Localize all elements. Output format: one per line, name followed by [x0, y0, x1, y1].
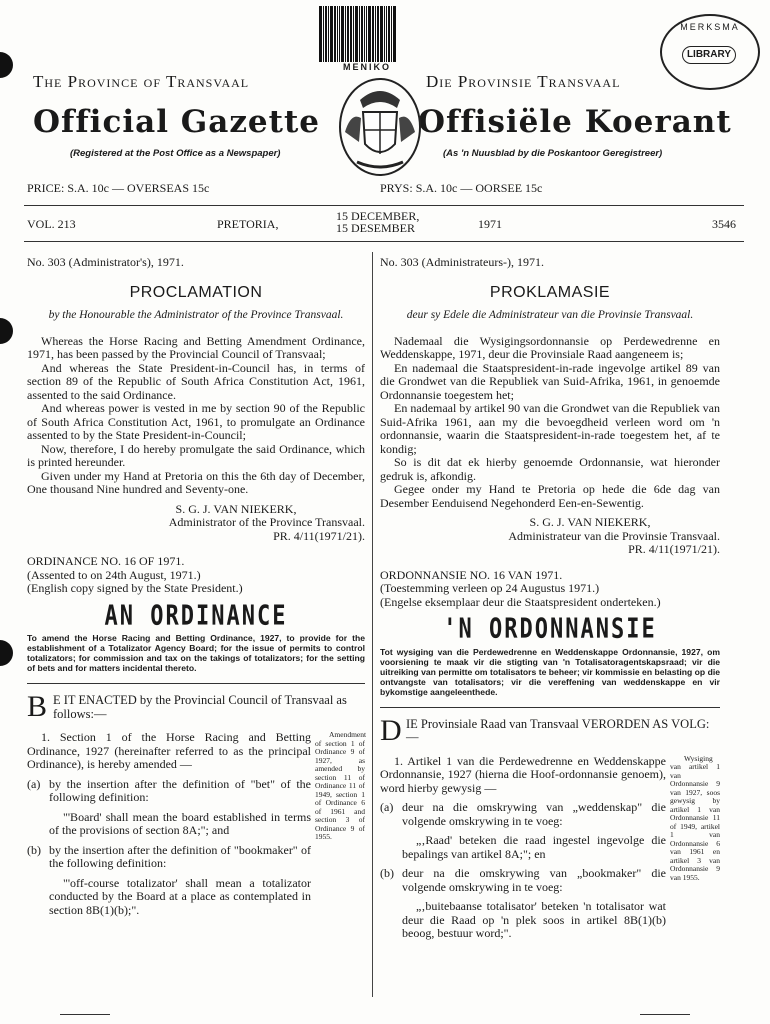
barcode-bar	[372, 6, 374, 62]
proclamation-heading: PROCLAMATION	[129, 283, 263, 301]
province-title-af: Die Provinsie Transvaal	[426, 72, 621, 91]
barcode-bar	[347, 6, 349, 62]
barcode-bar	[345, 6, 346, 62]
definition: "'Board' shall mean the board established in terms of the provisions of section 8A;"; and	[49, 809, 311, 837]
paragraph-label: (b)	[27, 842, 41, 857]
stamp-label: LIBRARY	[682, 46, 736, 64]
library-stamp	[660, 14, 760, 90]
preamble-paragraph: Whereas the Horse Racing and Betting Amendment Ordinance, 1971, has been passed by the Provincial Council of Transvaal;	[27, 333, 365, 361]
preamble-paragraph: En nademaal by artikel 90 van die Grondwet van die Republiek van Suid-Afrika 1961, aan my die bevoegdheid verleen word om 'n ordonnansie, waarin die Staatspresident-in-rade toegestem het, af te kondig;	[380, 401, 720, 456]
paragraph-label: (b)	[380, 866, 394, 880]
signatory-title: Administrator of the Province Transvaal.	[168, 515, 365, 529]
barcode-bar	[355, 6, 358, 62]
signed-copy-note: (Engelse eksemplaar deur die Staatspresident onderteken.)	[380, 594, 661, 609]
drop-cap: B	[27, 690, 48, 723]
price-en: PRICE: S.A. 10c — OVERSEAS 15c	[27, 181, 210, 195]
afrikaans-column	[380, 256, 720, 941]
margin-note: Wysiging van artikel 1 van Ordonnansie 9 van 1927, soos gewysig by artikel 1 van Ordonnansie 11 of 1949, artikel 1 van Ordonnansie 6 van 1961 en artikel 3 van Ordonnansie 9 van 1955.	[670, 753, 720, 882]
proclamation-byline: by the Honourable the Administrator of the Province Transvaal.	[48, 309, 344, 321]
paragraph-b	[27, 844, 365, 871]
paragraph-b	[380, 867, 720, 894]
english-column	[27, 256, 365, 917]
barcode-bar	[366, 6, 367, 62]
gazette-title-en: Official Gazette	[33, 104, 321, 140]
preamble-paragraph: En nademaal die Staatspresident-in-rade ingevolge artikel 89 van die Grondwet van die Republiek van Suid-Afrika, 1961, in genoemde Ordonnansie toegestem het;	[380, 360, 720, 402]
footer-rule	[60, 1014, 110, 1015]
barcode-bar	[393, 6, 396, 62]
barcode-bar	[368, 6, 371, 62]
barcode-bar	[364, 6, 365, 62]
barcode-bar	[388, 6, 390, 62]
barcode-bar	[384, 6, 385, 62]
paragraph-text: by the insertion after the definition of "bet" of the following definition:	[49, 776, 311, 804]
long-title: Tot wysiging van die Perdewedrenne en Weddenskappe Ordonnansie, 1927, om voorsiening te maak vir die stigting van 'n Totalisatoragentskapsraad; vir die uitreiking van permitte om totalisators te beheer; vir kommissie en belasting op die ontvangste van totalisators; vir die vereffening van weddenskappe en vir bykomstige aangeleenthede.	[380, 646, 720, 697]
gazette-title-af: Offisiële Koerant	[418, 104, 732, 140]
paragraph-a	[380, 801, 720, 828]
barcode-bar	[375, 6, 376, 62]
stamp-ring-text: MERKSMA	[680, 22, 740, 32]
preamble-paragraph: Now, therefore, I do hereby promulgate the said Ordinance, which is printed hereunder.	[27, 441, 365, 469]
preamble-paragraph: So is dit dat ek hierby genoemde Ordonnansie, wat hieronder gedruk is, afkondig.	[380, 455, 720, 483]
preamble-paragraph: Given under my Hand at Pretoria on this the 6th day of December, One thousand Nine hundred and Seventy-one.	[27, 468, 365, 496]
date-en: 15 DECEMBER,	[336, 209, 420, 223]
paragraph-text: deur na die omskrywing van „bookmaker" die volgende omskrywing in te voeg:	[402, 866, 666, 894]
registered-note-af: (As 'n Nuusblad by die Poskantoor Geregistreer)	[443, 148, 663, 159]
ordinance-number: ORDINANCE NO. 16 OF 1971.	[27, 554, 185, 568]
barcode-bar	[319, 6, 322, 62]
barcode-bar	[334, 6, 336, 62]
enacting-text: IE Provinsiale Raad van Transvaal VERORDEN AS VOLG:—	[406, 716, 710, 744]
volume: VOL. 213	[27, 217, 76, 231]
barcode-bar	[328, 6, 329, 62]
header-rule	[24, 205, 744, 206]
paragraph-text: by the insertion after the definition of "bookmaker" of the following definition:	[49, 842, 311, 870]
barcode-bar	[330, 6, 333, 62]
definition: „‚Raad' beteken die raad ingestel ingevolge die bepalings van artikel 8A;"; en	[402, 833, 666, 861]
drop-cap: D	[380, 713, 402, 747]
footer-rule	[640, 1014, 690, 1015]
ordinance-number: ORDONNANSIE NO. 16 VAN 1971.	[380, 567, 563, 582]
barcode-bar	[359, 6, 360, 62]
reference-number: PR. 4/11(1971/21).	[273, 528, 365, 543]
reference-number: PR. 4/11(1971/21).	[628, 542, 720, 556]
column-divider	[372, 252, 373, 997]
barcode-bar	[337, 6, 338, 62]
definition: "'off-course totalizator' shall mean a totalizator conducted by the Board at a place as contemplated in section 8B(1)(b);".	[49, 875, 311, 917]
section-1-text: 1. Section 1 of the Horse Racing and Betting Ordinance, 1927 (hereinafter referred to as the principal Ordinance), is hereby amended —	[27, 730, 311, 771]
barcode-bar	[323, 6, 324, 62]
barcode-bar	[391, 6, 392, 62]
province-title-en: The Province of Transvaal	[33, 72, 250, 91]
preamble-paragraph: And whereas the State President-in-Council has, in terms of section 89 of the Republic of South Africa Constitution Act, 1961, assented to the said Ordinance.	[27, 360, 365, 402]
definition: „‚buitebaanse totalisator' beteken 'n totalisator wat deur die Raad op 'n plek soos in artikel 8B(1)(b) beoog, bestuur word;".	[402, 899, 666, 940]
year: 1971	[478, 217, 502, 231]
barcode-bar	[380, 6, 383, 62]
barcode	[319, 6, 415, 72]
barcode-bar	[386, 6, 387, 62]
punch-hole	[0, 640, 13, 666]
barcode-text: MENIKO	[343, 62, 391, 72]
ordinance-banner: AN ORDINANCE	[104, 600, 288, 632]
preamble-paragraph: Nademaal die Wysigingsordonnansie op Perdewedrenne en Weddenskappe, 1971, deur die Provinsiale Raad aangeneem is;	[380, 333, 720, 361]
header-rule	[24, 241, 744, 242]
notice-number: No. 303 (Administrator's), 1971.	[27, 255, 184, 269]
date-af: 15 DESEMBER	[336, 221, 416, 235]
issue-date	[336, 210, 419, 234]
section-1-text: 1. Artikel 1 van die Perdewedrenne en Weddenskappe Ordonnansie, 1927 (hierna die Hoof-ordonnansie genoem), word hierby gewysig —	[380, 753, 666, 795]
signatory-name: S. G. J. VAN NIEKERK,	[175, 501, 297, 516]
notice-number: No. 303 (Administrateurs-), 1971.	[380, 255, 544, 269]
enacting-text: E IT ENACTED by the Provincial Council of Transvaal as follows:—	[53, 693, 347, 721]
section-rule	[380, 707, 720, 708]
barcode-bar	[325, 6, 327, 62]
preamble-paragraph: And whereas power is vested in me by section 90 of the Republic of South Africa Constitution Act, 1961, to promulgate an Ordinance assented to by the State President-in-Council;	[27, 401, 365, 442]
long-title: To amend the Horse Racing and Betting Ordinance, 1927, to provide for the establishment of a Totalizator Agency Board; for the issue of permits to control totalizators; for commission and tax on the takings of totalizators; for the setting of bets and for matters incidental thereto.	[27, 633, 365, 673]
ordinance-banner: 'N ORDONNANSIE	[443, 613, 657, 646]
proclamation-heading: PROKLAMASIE	[489, 283, 611, 301]
paragraph-a	[27, 778, 365, 805]
proclamation-byline: deur sy Edele die Administrateur van die Provinsie Transvaal.	[406, 309, 694, 321]
preamble-paragraph: Gegee onder my Hand te Pretoria op hede die 6de dag van Desember Eenduisend Negehonderd Een-en-Sewentig.	[380, 482, 720, 510]
section-rule	[27, 683, 365, 684]
signatory-name: S. G. J. VAN NIEKERK,	[529, 515, 651, 529]
punch-hole	[0, 318, 13, 344]
signatory-title: Administrateur van die Provinsie Transvaal.	[508, 528, 720, 543]
barcode-bar	[339, 6, 340, 62]
barcode-bar	[353, 6, 354, 62]
paragraph-text: deur na die omskrywing van „weddenskap" die volgende omskrywing in te voeg:	[402, 800, 666, 828]
issue-number: 3546	[712, 217, 736, 231]
barcode-bar	[361, 6, 363, 62]
enacting-clause	[380, 713, 720, 747]
registered-note-en: (Registered at the Post Office as a Newspaper)	[70, 148, 281, 159]
margin-note: Amendment of section 1 of Ordinance 9 of 1927, as amended by section 11 of Ordinance 11 of 1949, section 1 of Ordinance 6 of 1961 and section 3 of Ordinance 9 of 1955.	[315, 730, 367, 841]
barcode-bar	[350, 6, 352, 62]
assent-note: (Assented to on 24th August, 1971.)	[27, 567, 201, 582]
price-af: PRYS: S.A. 10c — OORSEE 15c	[380, 181, 543, 195]
paragraph-label: (a)	[380, 800, 394, 814]
barcode-bar	[377, 6, 379, 62]
enacting-clause	[27, 690, 365, 723]
paragraph-label: (a)	[27, 776, 41, 791]
barcode-bar	[341, 6, 344, 62]
signed-copy-note: (English copy signed by the State President.)	[27, 581, 243, 595]
assent-note: (Toestemming verleen op 24 Augustus 1971.)	[380, 581, 600, 595]
punch-hole	[0, 52, 13, 78]
place: PRETORIA,	[217, 217, 279, 231]
coat-of-arms-emblem	[335, 72, 425, 182]
